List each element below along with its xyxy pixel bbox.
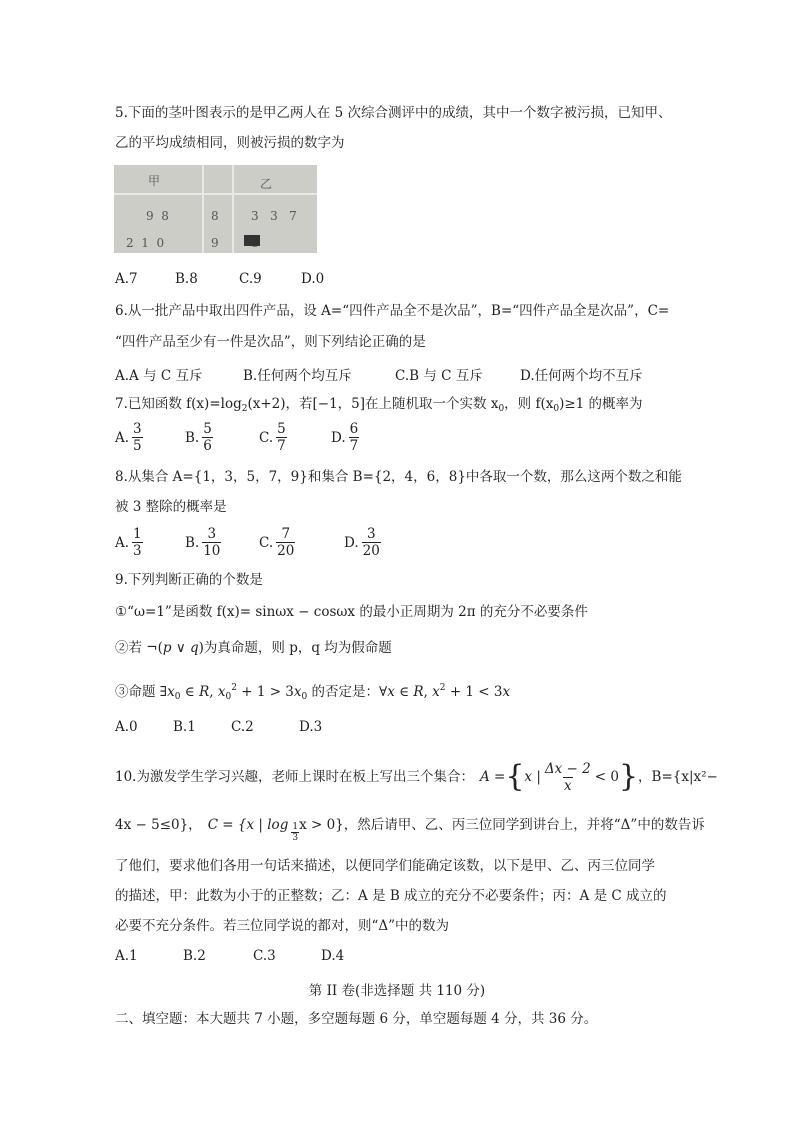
numerator: 3: [207, 526, 217, 542]
row1-right-leaves: 3 3 7: [251, 209, 297, 223]
q10-line1: [115, 759, 718, 794]
text: 的否定是：∀: [307, 684, 388, 700]
q7-option-d[interactable]: [331, 421, 359, 454]
sub: 0: [225, 692, 232, 702]
var: x: [387, 684, 395, 700]
option-label: D.: [331, 429, 346, 446]
denominator: 3: [133, 543, 142, 559]
q9-title: 9.下列判断正确的个数是: [115, 572, 263, 588]
text: + 1 < 3: [445, 684, 503, 700]
table-divider-right: [232, 165, 234, 253]
q6-line2: “四件产品至少有一件是次品”，则下列结论正确的是: [115, 334, 426, 350]
q6-option-a[interactable]: A.A 与 C 互斥: [115, 368, 203, 384]
q8-option-a[interactable]: [115, 526, 143, 559]
fraction: [349, 421, 360, 454]
q5-option-c[interactable]: C.9: [239, 271, 262, 287]
denominator: 10: [203, 543, 221, 559]
row1-stem: 8: [211, 209, 219, 223]
q8-line2: 被 3 整除的概率是: [115, 499, 227, 515]
q9-option-a[interactable]: A.0: [115, 719, 138, 735]
q8-option-b[interactable]: [185, 526, 221, 559]
q7-sub-0b: 0: [553, 404, 560, 414]
q6-option-c[interactable]: C.B 与 C 互斥: [395, 368, 483, 384]
text: )为真命题，则 p，q 均为假命题: [198, 640, 392, 656]
q8-line1: 8.从集合 A={1，3，5，7，9}和集合 B={2，4，6，8}中各取一个数，那么这两个数之和能: [115, 469, 682, 485]
set-a-label: A =: [479, 769, 506, 785]
option-label: A.: [115, 429, 130, 446]
sub: 0: [174, 692, 181, 702]
header-jia: 甲: [148, 174, 161, 188]
var: R: [413, 684, 424, 700]
option-label: B.: [185, 534, 200, 551]
q9-option-d[interactable]: D.3: [299, 719, 323, 735]
set-var: x |: [524, 769, 541, 785]
q7-text-3: ，则 f(x: [504, 396, 554, 412]
denominator: x: [563, 777, 572, 794]
fraction: [362, 526, 381, 559]
q6-option-d[interactable]: D.任何两个均不互斥: [520, 368, 643, 384]
fraction: [202, 421, 213, 454]
q7-text-2: (x+2)，若[−1，5]在上随机取一个实数 x: [247, 396, 499, 412]
q9-option-c[interactable]: C.2: [231, 719, 254, 735]
numerator: 3: [366, 526, 376, 542]
q9-statement-1: ①“ω=1”是函数 f(x)= sinωx − cosωx 的最小正周期为 2π 的充分不必要条件: [115, 604, 588, 620]
denominator: 7: [349, 438, 359, 454]
row1-left-leaves: 9 8: [146, 209, 169, 223]
table-divider-left: [202, 165, 204, 253]
numerator: 5: [277, 421, 286, 437]
q10-option-b[interactable]: B.2: [183, 948, 206, 964]
var-q: q: [190, 640, 199, 656]
q5-option-d[interactable]: D.0: [301, 271, 325, 287]
fraction: [276, 526, 295, 559]
var: x: [432, 684, 440, 700]
text: + 1 > 3: [236, 684, 294, 700]
fraction: [132, 526, 143, 559]
set-c: C = {x | log: [207, 817, 289, 833]
q5-line1: 5.下面的茎叶图表示的是甲乙两人在 5 次综合测评中的成绩，其中一个数字被污损，已知甲、: [115, 105, 672, 121]
numerator: 1: [133, 526, 142, 542]
sub: 0: [301, 692, 308, 702]
log-base-fraction: [291, 822, 299, 843]
q7-option-c[interactable]: [259, 421, 287, 454]
option-label: B.: [185, 429, 200, 446]
q7-text-4: )≥1 的概率为: [559, 396, 643, 412]
q6-line1: 6.从一批产品中取出四件产品，设 A=“四件产品全不是次品”，B=“四件产品全是次品”，C=: [115, 303, 670, 319]
text: ③命题 ∃: [115, 684, 168, 700]
denominator: 5: [133, 438, 142, 454]
denominator: 7: [277, 438, 286, 454]
q7-option-b[interactable]: [185, 421, 213, 454]
q10-option-c[interactable]: C.3: [253, 948, 276, 964]
stem-leaf-plot-image: [114, 165, 317, 253]
denominator: 3: [292, 832, 299, 843]
q7-log-base: 2: [241, 404, 248, 414]
fraction: [202, 526, 221, 559]
set-a-fraction: [544, 761, 592, 794]
q10-line2: [115, 810, 705, 843]
var: x: [502, 684, 511, 700]
denominator: 20: [362, 543, 380, 559]
q5-option-b[interactable]: B.8: [175, 271, 198, 287]
text: ②若 ¬(: [115, 640, 163, 656]
text: ∈: [180, 684, 200, 700]
q7-stem: [115, 395, 643, 418]
text: ∈: [394, 684, 414, 700]
row2-left-leaves: 2 1 0: [126, 236, 165, 250]
option-label: D.: [344, 534, 359, 551]
q10-line4: 的描述，甲：此数为小于的正整数；乙：A 是 B 成立的充分不必要条件；丙：A 是 C 成立的: [115, 888, 667, 904]
numerator: 3: [133, 421, 142, 437]
sup: 2: [231, 683, 237, 693]
denominator: 6: [203, 438, 212, 454]
text: ,: [209, 684, 218, 700]
fraction: [132, 421, 143, 454]
table-header-divider: [114, 193, 317, 195]
row2-stem: 9: [211, 236, 219, 250]
q7-option-a[interactable]: [115, 421, 143, 454]
q7-text-1: 7.已知函数 f(x)=log: [115, 396, 242, 412]
q9-option-b[interactable]: B.1: [173, 719, 196, 735]
fill-blank-section-title: 二、填空题：本大题共 7 小题，多空题每题 6 分，单空题每题 4 分，共 36 分。: [115, 1011, 598, 1027]
text: 10.为激发学生学习兴趣，老师上课时在板上写出三个集合：: [115, 769, 474, 785]
numerator: Δx − 2: [544, 760, 591, 777]
q8-option-d[interactable]: [344, 526, 381, 559]
q5-line2: 乙的平均成绩相同，则被污损的数字为: [115, 135, 345, 151]
var: x: [167, 684, 175, 700]
var: x: [217, 684, 226, 700]
left-brace: {: [505, 759, 525, 794]
header-yi: 乙: [260, 177, 273, 191]
var-p: p: [162, 640, 172, 656]
q10-line5: 必要不充分条件。若三位同学说的都对，则“Δ”中的数为: [115, 918, 450, 934]
or-symbol: ∨: [171, 640, 190, 656]
option-label: C.: [259, 534, 274, 551]
text: 4x − 5≤0}，: [115, 817, 202, 833]
less-than: < 0: [594, 769, 619, 785]
sup: 2: [439, 683, 446, 693]
numerator: 1: [292, 821, 299, 832]
right-brace: }: [618, 759, 639, 794]
q10-line3: 了他们，要求他们各用一句话来描述，以便同学们能确定该数，以下是甲、乙、丙三位同学: [115, 858, 655, 874]
text: ,: [423, 684, 433, 700]
text: x > 0}，然后请甲、乙、丙三位同学到讲台上，并将“Δ”中的数告诉: [299, 817, 705, 833]
numerator: 5: [203, 421, 212, 437]
option-label: C.: [259, 429, 274, 446]
q10-option-d[interactable]: D.4: [321, 948, 345, 964]
q6-option-b[interactable]: B.任何两个均互斥: [243, 368, 352, 384]
var: R: [199, 684, 210, 700]
option-label: A.: [115, 534, 130, 551]
numerator: 6: [349, 421, 359, 437]
q5-option-a[interactable]: A.7: [115, 271, 138, 287]
smudged-digit: [244, 235, 260, 246]
text: ，B={x|x²−: [638, 769, 718, 785]
numerator: 7: [281, 526, 291, 542]
q9-statement-2: [115, 639, 392, 657]
q10-option-a[interactable]: A.1: [115, 948, 138, 964]
denominator: 20: [277, 543, 295, 559]
fraction: [276, 421, 287, 454]
var: x: [293, 684, 302, 700]
q7-sub-0: 0: [498, 404, 505, 414]
part2-title: 第 II 卷(非选择题 共 110 分): [308, 983, 486, 999]
q9-statement-3: [115, 679, 510, 706]
q8-option-c[interactable]: [259, 526, 295, 559]
